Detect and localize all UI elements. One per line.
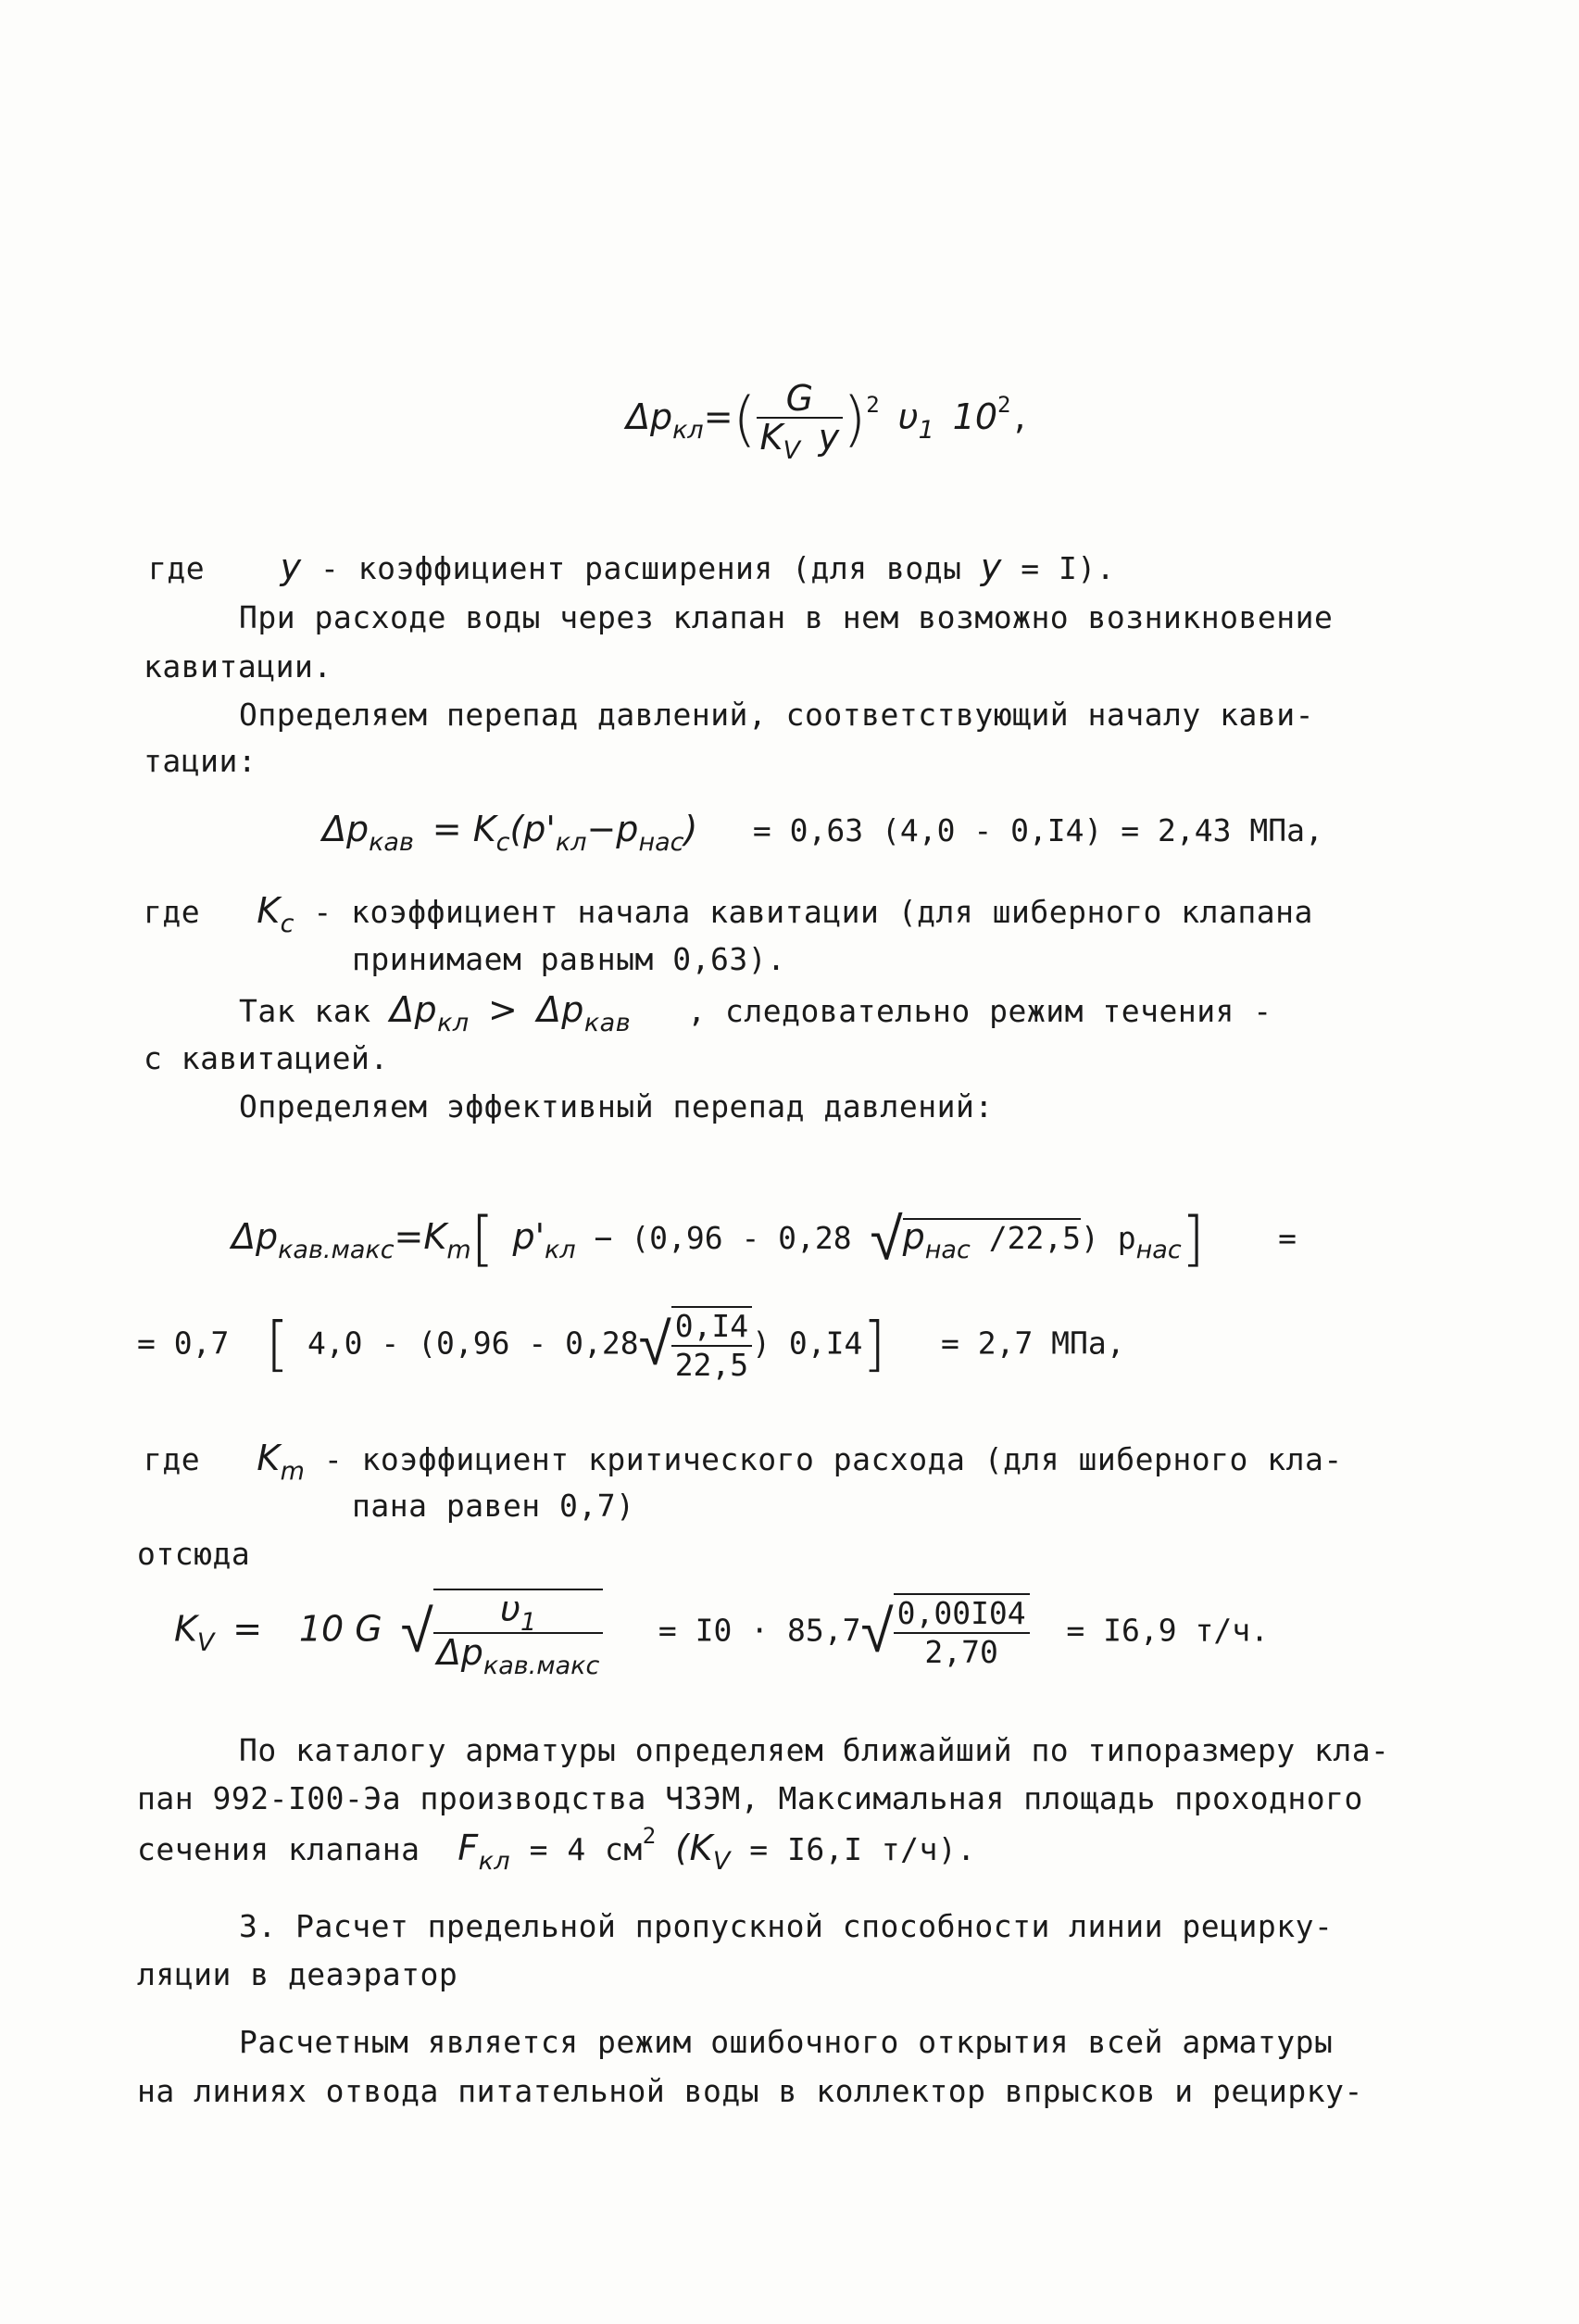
text-line: кавитации. [144,648,332,685]
text-line: с кавитацией. [144,1040,389,1076]
text-line: где $K_c$ - коэффициент начала кавитации (для шиберного клапана [144,890,1313,938]
text-line: на линиях отвода питательной воды в коллектор впрысков и рецирку- [137,2073,1363,2109]
formula-flow-coefficient: $K_V = 10$ G √ $\frac{\upsilon_1}{\Delta p_{кав.макс}}$ = I0 · 85,7√ $\frac{0,00I04}{2,70}$ = I6,9 т/ч. [174,1589,1269,1680]
text-line: По каталогу арматуры определяем ближайший по типоразмеру кла- [239,1732,1390,1768]
text-line: принимаем равным 0,63). [352,941,786,977]
text-line: отсюда [137,1536,251,1572]
text-line: Определяем перепад давлений, соответствующий началу кави- [239,697,1314,733]
section-heading: ляции в деаэратор [137,1956,458,1992]
section-heading: 3. Расчет предельной пропускной способности линии рецирку- [239,1908,1334,1944]
formula-effective-drop: $\Delta p_{кав.макс}=K_m$[ $p'_{кл} - (0,96 - 0,28$ $√p_{нас}$ /22,5) $p_{нас}$] = [232,1205,1297,1275]
formula-pressure-drop: $\Delta p_{кл}=$( $\frac{G}{K_V y}$ )$^2$ $\upsilon_1$ $10^2$, [626,378,1030,465]
formula-symbol: Δp [626,396,673,437]
text-line: Расчетным является режим ошибочного открытия всей арматуры [239,2024,1334,2060]
text-line: тации: [144,743,257,779]
text-line: сечения клапана $F_{кл} = 4$ $см^2$ ($K_V = I6,I$ т/ч). [137,1823,976,1876]
text-line: пан 992-I00-Эа производства ЧЗЭМ, Максимальная площадь проходного [137,1780,1363,1816]
text-line: пана равен 0,7) [352,1488,635,1524]
formula-subscript: кл [672,416,704,445]
text-line: где y - коэффициент расширения (для воды y = I). [148,546,1116,587]
formula-effective-drop-values: = 0,7 [ 4,0 - (0,96 - 0,28√ $\frac{0,I4}{22,5}$ ) 0,I4] = 2,7 МПа, [137,1308,1125,1383]
formula-cavitation-drop: $\Delta p_{кав} = K_c(p'_{кл}-p_{нас})$ = 0,63 (4,0 - 0,I4) = 2,43 МПа, [322,809,1323,857]
formula-fraction: $\frac{G}{K_V y}$ [757,380,844,460]
text-line: где $K_m$ - коэффициент критического расхода (для шиберного кла- [144,1438,1343,1486]
text-line: Определяем эффективный перепад давлений: [239,1088,994,1124]
text-line: При расходе воды через клапан в нем возможно возникновение [239,599,1334,635]
text-line: Так как $\Delta p_{кл} > \Delta p_{кав}$ , следовательно режим течения - [239,989,1272,1037]
